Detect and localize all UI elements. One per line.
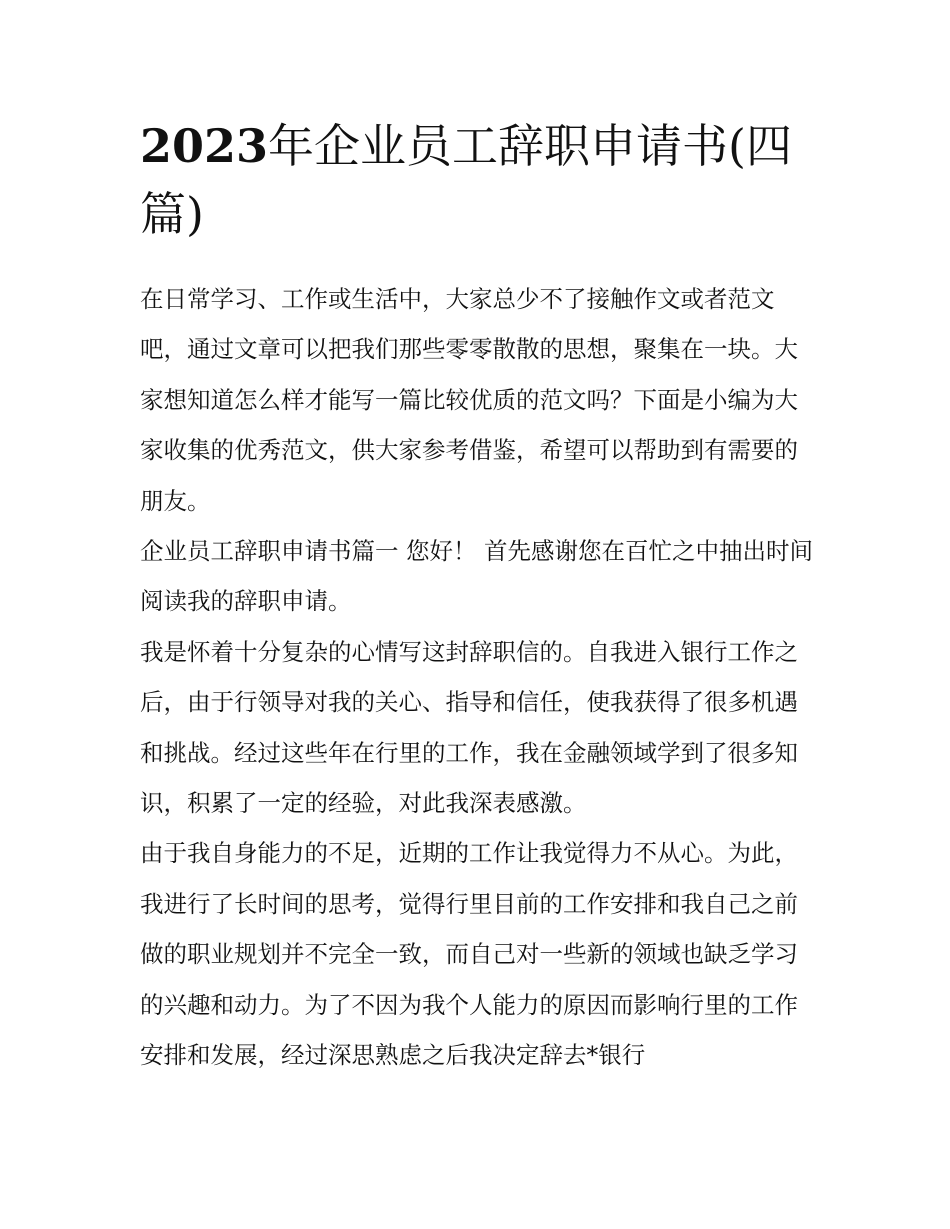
paragraph-reason: 由于我自身能力的不足，近期的工作让我觉得力不从心。为此，我进行了长时间的思考，觉得行里目前的工作安排和我自己之前做的职业规划并不完全一致，而自己对一些新的领域也缺乏学习的兴趣和动力。为了不因为我个人能力的原因而影响行里的工作安排和发展，经过深思熟虑之后我决定辞去*银行 [140, 839, 798, 1070]
title-year: 2023 [140, 119, 269, 173]
title-text: 年企业员工辞职申请书(四篇) [140, 119, 792, 241]
paragraph-gratitude: 我是怀着十分复杂的心情写这封辞职信的。自我进入银行工作之后，由于行领导对我的关心、指导和信任，使我获得了很多机遇和挑战。经过这些年在行里的工作，我在金融领域学到了很多知识，积累了一定的经验，对此我深表感激。 [140, 637, 798, 818]
paragraph-intro: 在日常学习、工作或生活中，大家总少不了接触作文或者范文吧，通过文章可以把我们那些零零散散的思想，聚集在一块。大家想知道怎么样才能写一篇比较优质的范文吗？下面是小编为大家收集的优秀范文，供大家参考借鉴，希望可以帮助到有需要的朋友。 [140, 285, 798, 515]
paragraph-greeting: 企业员工辞职申请书篇一 您好！ 首先感谢您在百忙之中抽出时间阅读我的辞职申请。 [140, 537, 813, 616]
document-body [140, 112, 815, 1081]
document-title [140, 112, 815, 248]
